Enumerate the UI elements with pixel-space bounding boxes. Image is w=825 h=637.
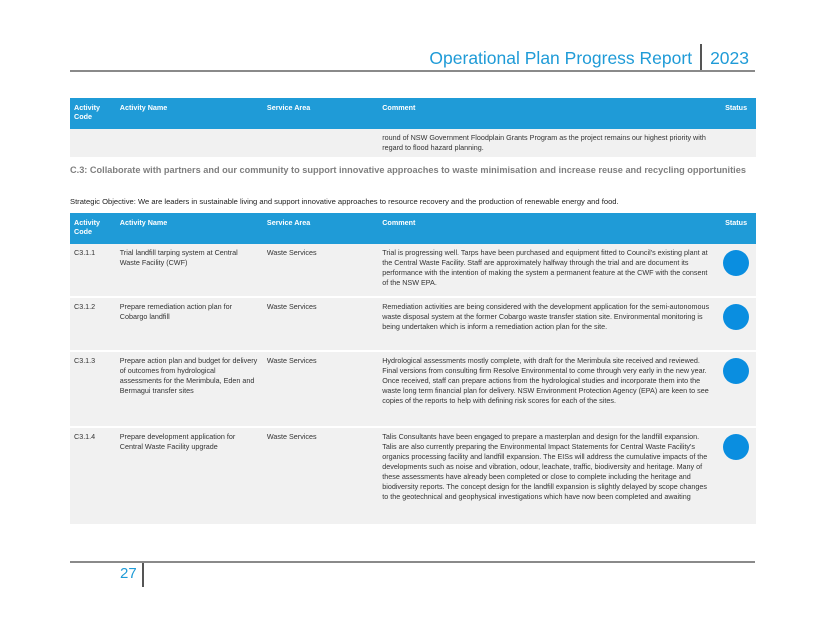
row-service: Waste Services [266,302,317,311]
row-comment: round of NSW Government Floodplain Grants Program as the project remains our highest priority with regard to flood hazard planning. [382,133,706,152]
report-title: Operational Plan Progress Report [429,47,693,68]
table-row [70,244,756,298]
row-name: Prepare development application for Central Waste Facility upgrade [119,432,236,451]
row-code: C3.1.2 [74,302,96,311]
report-header [429,44,749,72]
carryover-table [70,98,756,159]
strategic-objective: Strategic Objective: We are leaders in sustainable living and support innovative approaches to resource recovery and the production of renewable energy and food. [70,197,619,206]
header-status: Status [725,218,748,227]
table-row [70,129,756,159]
header-rule [70,70,755,72]
header-service-area: Service Area [266,103,311,112]
footer-rule [70,561,755,563]
page-number: 27 [120,565,137,582]
activities-table [70,213,756,524]
row-name: Trial landfill tarping system at Central Waste Facility (CWF) [119,248,238,267]
row-comment: Remediation activities are being considered with the development application for the semi-autonomous waste disposal system at the former Cobargo waste transfer station site. Environmental monitoring is being undertaken which is inform a remediation action plan for the site. [382,302,710,331]
header-service-area: Service Area [266,218,311,227]
row-service: Waste Services [266,432,317,441]
header-activity-code: Activity Code [74,218,100,236]
table-header [70,213,756,244]
row-code: C3.1.4 [74,432,96,441]
header-separator [700,44,702,72]
status-indicator-icon [723,358,749,384]
table-row [70,352,756,428]
status-indicator-icon [723,434,749,460]
row-code: C3.1.3 [74,356,96,365]
row-name: Prepare action plan and budget for delivery of outcomes from hydrological assessments for the Merimbula, Eden and Bermagui transfer sites [119,356,258,395]
header-activity-name: Activity Name [119,218,168,227]
row-code: C3.1.1 [74,248,96,257]
header-comment: Comment [382,103,416,112]
table-row [70,298,756,352]
row-comment: Talis Consultants have been engaged to prepare a masterplan and design for the landfill expansion. Talis are also currently preparing the Environmental Impact Statements for Central Waste Facility's organics processing facility and landfill expansion. The EISs will address the cumulative impacts of the developments such as noise and vibration, odour, leachate, traffic, biodiversity and heritage. Many of these assessments have already been completed or close to complete including the heritage and biodiversity reports. The concept design for the landfill expansion is slightly delayed by scope changes to the geotechnical and geophysical investigations which have now been completed and awaiting [382,432,708,501]
header-status: Status [725,103,748,112]
table-row [70,428,756,524]
status-indicator-icon [723,304,749,330]
row-comment: Hydrological assessments mostly complete, with draft for the Merimbula site received and reviewed. Final versions from consulting firm Resolve Environmental to come through very early in the new year. Once received, staff can prepare actions from the hydrological studies and incorporate them into the waste long term financial plan for delivery. NSW Environment Protection Agency (EPA) are keen to see copies of the reports to help with defining risk scores for each of the sites. [382,356,709,405]
page-number-separator [142,563,144,587]
header-comment: Comment [382,218,416,227]
header-activity-code: Activity Code [74,103,100,121]
row-service: Waste Services [266,248,317,257]
row-name: Prepare remediation action plan for Cobargo landfill [119,302,233,321]
row-comment: Trial is progressing well. Tarps have been purchased and equipment fitted to Council's existing plant at the Central Waste Facility. Staff are approximately halfway through the trial and are document its performance with the intention of making the system a permanent feature at the CWF with the consent of the NSW EPA. [382,248,708,287]
header-activity-name: Activity Name [119,103,168,112]
table-header [70,98,756,129]
status-indicator-icon [723,250,749,276]
row-service: Waste Services [266,356,317,365]
section-heading: C.3: Collaborate with partners and our community to support innovative approaches to waste minimisation and increase reuse and recycling opportunities [70,165,746,175]
report-year: 2023 [710,47,749,68]
